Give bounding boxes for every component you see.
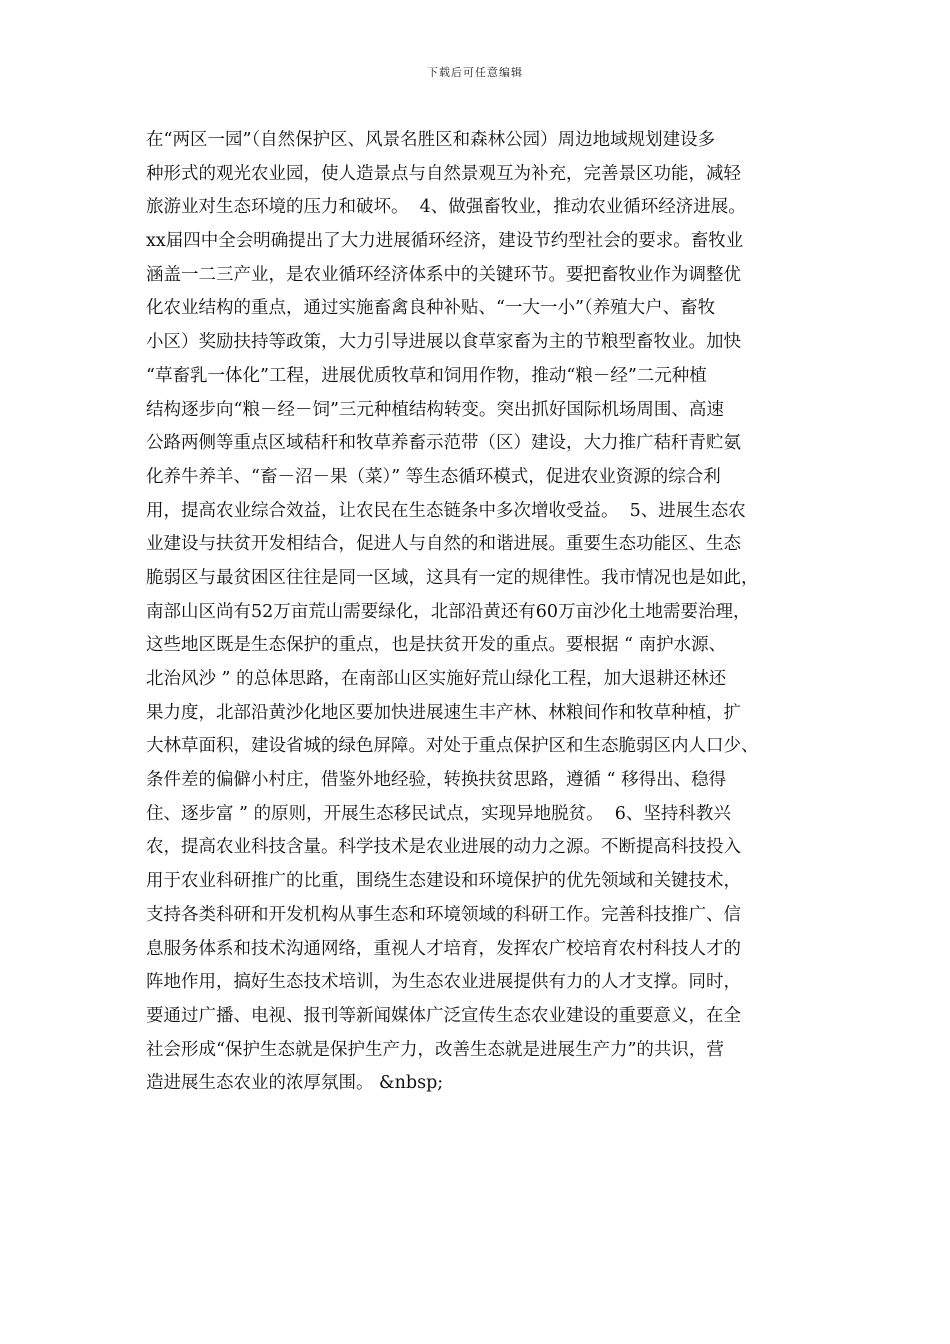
text-line: 支持各类科研和开发机构从事生态和环境领域的科研工作。完善科技推广、信 [146,904,741,925]
text-line: 条件差的偏僻小村庄，借鉴外地经验，转换扶贫思路，遵循 “ 移得出、稳得 [146,770,727,791]
text-line: 大林草面积，建设省城的绿色屏障。对处于重点保护区和生态脆弱区内人口少、 [146,736,759,757]
page-header: 下载后可任意编辑 [427,66,523,79]
text-line: xx届四中全会明确提出了大力进展循环经济，建设节约型社会的要求。畜牧业 [146,231,744,252]
text-line: 涵盖一二三产业，是农业循环经济体系中的关键环节。要把畜牧业作为调整优 [146,264,741,285]
text-line: 公路两侧等重点区域秸秆和牧草养畜示范带（区）建设，大力推广秸秆青贮氨 [146,433,741,454]
text-line: 脆弱区与最贫困区往往是同一区域，这具有一定的规律性。我市情况也是如此， [146,567,759,588]
text-line: 小区）奖励扶持等政策，大力引导进展以食草家畜为主的节粮型畜牧业。加快 [146,332,741,353]
text-line: 种形式的观光农业园，使人造景点与自然景观互为补充，完善景区功能，减轻 [146,163,741,184]
text-line: 北治风沙 ” 的总体思路，在南部山区实施好荒山绿化工程，加大退耕还林还 [146,669,727,689]
text-line: 果力度，北部沿黄沙化地区要加快进展速生丰产林、林粮间作和牧草种植，扩 [146,702,741,723]
text-line: 南部山区尚有52万亩荒山需要绿化，北部沿黄还有60万亩沙化土地需要治理， [146,601,751,622]
text-line: 用，提高农业综合效益，让农民在生态链条中多次增收受益。 5、进展生态农 [146,500,746,521]
text-line: 在“两区一园”（自然保护区、风景名胜区和森林公园）周边地域规划建设多 [146,130,716,150]
text-line: 旅游业对生态环境的压力和破坏。 4、做强畜牧业，推动农业循环经济进展。 [146,197,746,218]
text-line: 造进展生态农业的浓厚氛围。 &nbsp; [146,1073,444,1094]
text-line: 化农业结构的重点，通过实施畜禽良种补贴、“一大一小”（养殖大户、畜牧 [146,298,716,319]
text-line: 社会形成“保护生态就是保护生产力，改善生态就是进展生产力”的共识，营 [146,1039,724,1060]
text-line: 息服务体系和技术沟通网络，重视人才培育，发挥农广校培育农村科技人才的 [146,938,741,959]
text-line: 化养牛养羊、“畜－沼－果（菜）” 等生态循环模式，促进农业资源的综合利 [146,466,721,487]
text-line: 业建设与扶贫开发相结合，促进人与自然的和谐进展。重要生态功能区、生态 [146,534,741,555]
text-line: 要通过广播、电视、报刊等新闻媒体广泛宣传生态农业建设的重要意义，在全 [146,1005,741,1026]
text-line: 阵地作用，搞好生态技术培训，为生态农业进展提供有力的人才支撑。同时， [146,972,741,993]
text-line: 这些地区既是生态保护的重点，也是扶贫开发的重点。要根据 “ 南护水源、 [146,635,727,656]
text-line: “草畜乳一体化”工程，进展优质牧草和饲用作物，推动“粮－经”二元种植 [146,365,707,386]
text-line: 结构逐步向“粮－经－饲”三元种植结构转变。突出抓好国际机场周围、高速 [146,399,724,420]
text-line: 住、逐步富 ” 的原则，开展生态移民试点，实现异地脱贫。 6、坚持科教兴 [146,803,731,824]
body-paragraph [146,124,826,1101]
text-line: 农，提高农业科技含量。科学技术是农业进展的动力之源。不断提高科技投入 [146,837,741,858]
text-line: 用于农业科研推广的比重，围绕生态建设和环境保护的优先领域和关键技术， [146,871,741,892]
